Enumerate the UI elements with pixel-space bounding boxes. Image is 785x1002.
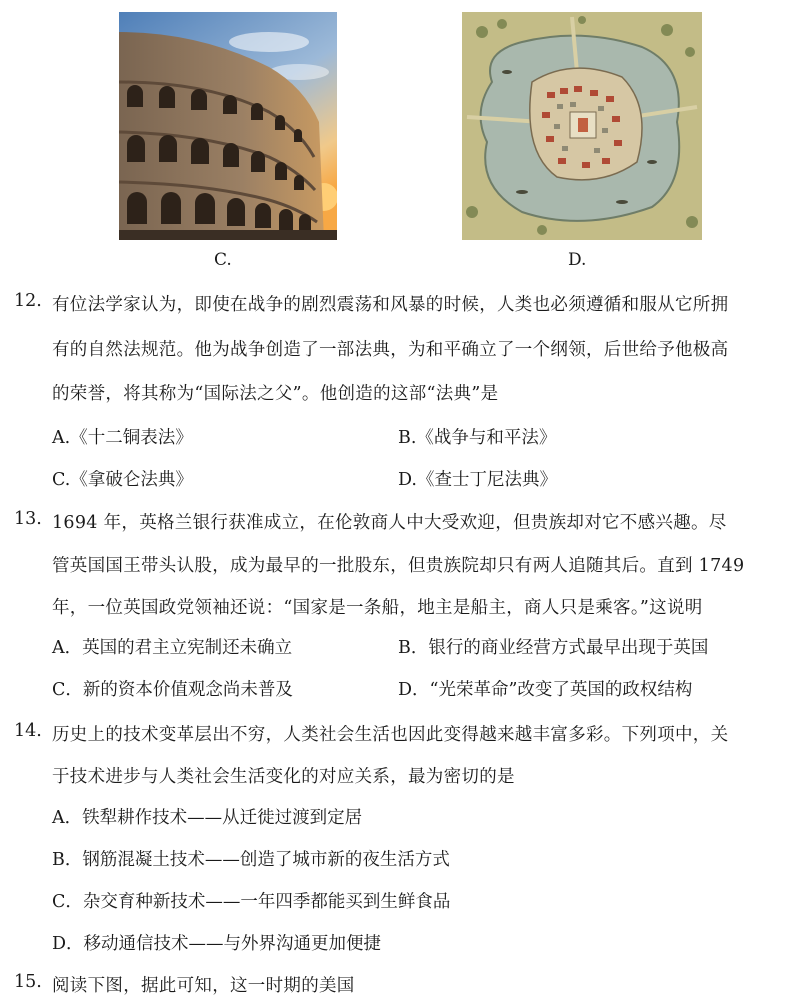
question-14-option-a[interactable]: A．铁犁耕作技术——从迁徙过渡到定居 bbox=[52, 808, 363, 828]
question-12-option-c[interactable]: C.《拿破仑法典》 bbox=[52, 470, 193, 490]
question-12-line-3: 的荣誉，将其称为“国际法之父”。他创造的这部“法典”是 bbox=[52, 384, 499, 404]
question-13-option-c[interactable]: C．新的资本价值观念尚未普及 bbox=[52, 680, 293, 700]
image-d-label: D. bbox=[568, 250, 587, 270]
question-14-line-2: 于技术进步与人类社会生活变化的对应关系，最为密切的是 bbox=[52, 767, 515, 787]
question-13-line-1: 1694 年，英格兰银行获准成立，在伦敦商人中大受欢迎，但贵族却对它不感兴趣。尽 bbox=[52, 513, 727, 533]
question-13-option-d[interactable]: D．“光荣革命”改变了英国的政权结构 bbox=[398, 680, 693, 700]
question-13-line-2: 管英国国王带头认股，成为最早的一批股东，但贵族院却只有两人追随其后。直到 1749 bbox=[52, 556, 745, 576]
question-13-number: 13. bbox=[14, 509, 42, 529]
question-12-number: 12. bbox=[14, 291, 42, 311]
question-15-number: 15. bbox=[14, 972, 42, 992]
question-14-line-1: 历史上的技术变革层出不穷，人类社会生活也因此变得越来越丰富多彩。下列项中，关 bbox=[52, 725, 729, 745]
question-12-option-b[interactable]: B.《战争与和平法》 bbox=[398, 428, 557, 448]
question-13-option-b[interactable]: B．银行的商业经营方式最早出现于英国 bbox=[398, 638, 709, 658]
old-city-map bbox=[462, 12, 702, 240]
question-15-line-1: 阅读下图，据此可知，这一时期的美国 bbox=[52, 976, 355, 996]
question-12-option-a[interactable]: A.《十二铜表法》 bbox=[52, 428, 193, 448]
question-14-option-c[interactable]: C．杂交育种新技术——一年四季都能买到生鲜食品 bbox=[52, 892, 451, 912]
question-13-line-3: 年，一位英国政党领袖还说：“国家是一条船，地主是船主，商人只是乘客。”这说明 bbox=[52, 598, 703, 618]
question-12-line-2: 有的自然法规范。他为战争创造了一部法典，为和平确立了一个纲领，后世给予他极高 bbox=[52, 340, 729, 360]
question-12-line-1: 有位法学家认为，即使在战争的剧烈震荡和风暴的时候，人类也必须遵循和服从它所拥 bbox=[52, 295, 729, 315]
question-14-number: 14. bbox=[14, 721, 42, 741]
question-14-option-d[interactable]: D．移动通信技术——与外界沟通更加便捷 bbox=[52, 934, 382, 954]
image-c-label: C. bbox=[214, 250, 232, 270]
colosseum-photo bbox=[119, 12, 337, 240]
question-14-option-b[interactable]: B．钢筋混凝土技术——创造了城市新的夜生活方式 bbox=[52, 850, 450, 870]
question-13-option-a[interactable]: A．英国的君主立宪制还未确立 bbox=[52, 638, 293, 658]
question-12-option-d[interactable]: D.《查士丁尼法典》 bbox=[398, 470, 557, 490]
